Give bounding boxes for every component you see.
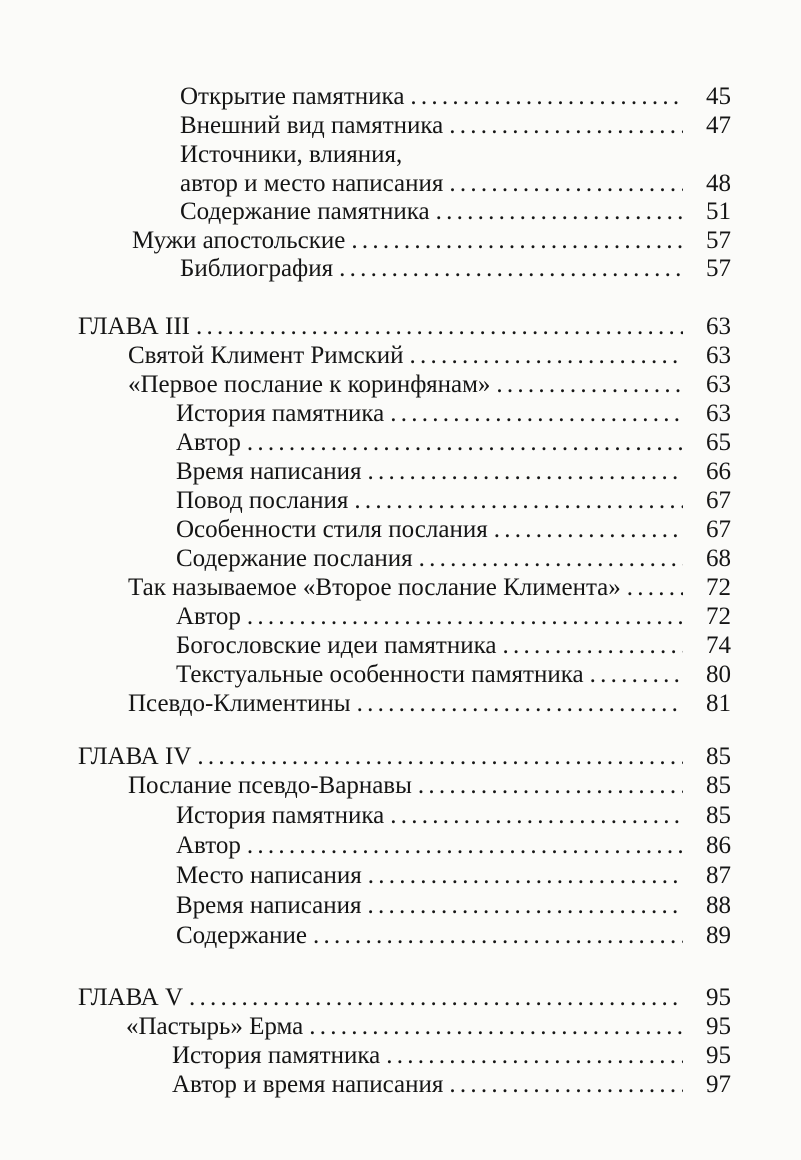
toc-entry-page: 67 [706,487,731,514]
toc-entry-label: Псевдо-Климентины [128,690,351,717]
toc-entry-page: 88 [706,892,731,919]
toc-entry-label: Текстуальные особенности памятника [176,661,584,688]
dot-leader [368,891,684,921]
dot-leader [496,370,683,400]
dot-leader [449,111,683,141]
toc-entry [128,573,731,603]
toc-entry-page: 63 [706,342,731,369]
toc-entry-label: «Первое послание к коринфянам» [128,371,491,398]
toc-entry [176,921,731,951]
toc-entry [126,1012,731,1042]
toc-entry-label: История памятника [172,1042,381,1069]
toc-entry-label: Внешний вид памятника [180,112,444,139]
toc-entry-label: Содержание послания [176,545,413,572]
toc-entry [128,689,731,719]
dot-leader [247,831,683,861]
toc-entry [176,399,731,429]
dot-leader [351,226,683,256]
dot-leader [309,1012,683,1042]
dot-leader [368,861,683,891]
chapter-heading [78,742,731,772]
toc-entry-label: Автор и время написания [172,1071,444,1098]
dot-leader [339,254,683,284]
toc-entry [180,82,731,112]
toc-entry-label: Мужи апостольские [132,227,346,254]
toc-entry-page: 87 [706,862,731,889]
toc-entry-page: 47 [706,112,731,139]
toc-entry-label: История памятника [176,400,385,427]
dot-leader [368,457,684,487]
toc-entry-page: 95 [706,1013,731,1040]
toc-entry-label: Время написания [176,458,362,485]
toc-entry-page: 85 [706,772,731,799]
dot-leader [436,197,683,227]
toc-entry-label: Время написания [176,892,362,919]
toc-entry [176,891,731,921]
toc-entry-label: История памятника [176,802,385,829]
dot-leader [247,428,683,458]
dot-leader [409,341,683,371]
toc-entry-page: 80 [706,661,731,688]
toc-entry [180,254,731,284]
toc-entry-label: ГЛАВА IV [78,743,192,770]
toc-entry-page: 65 [706,429,731,456]
toc-entry-page: 72 [706,574,731,601]
toc-entry-page: 48 [706,170,731,197]
dot-leader [502,631,683,661]
toc-entry [128,341,731,371]
toc-entry-label: Особенности стиля послания [176,516,488,543]
toc-entry-page: 74 [706,632,731,659]
toc-entry-page: 85 [706,802,731,829]
toc-entry-page: 51 [706,198,731,225]
toc-entry-page: 89 [706,922,731,949]
dot-leader [357,689,683,719]
dot-leader [390,801,683,831]
dot-leader [494,515,683,545]
toc-entry-page: 72 [706,603,731,630]
toc-entry [176,602,731,632]
toc-entry [176,515,731,545]
toc-entry-page: 63 [706,400,731,427]
toc-entry-page: 68 [706,545,731,572]
toc-entry-page: 63 [706,371,731,398]
toc-entry-page: 95 [706,984,731,1011]
toc-entry-label: ГЛАВА V [78,984,184,1011]
dot-leader [390,399,683,429]
toc-entry-label: Библиография [180,255,334,282]
toc-entry [172,1070,731,1100]
toc-entry [180,140,402,170]
dot-leader [627,573,683,603]
toc-entry-page: 63 [706,313,731,340]
dot-leader [197,742,683,772]
dot-leader [189,983,683,1013]
toc-entry-page: 57 [706,255,731,282]
toc-entry-label: Автор [176,832,241,859]
dot-leader [386,1041,683,1071]
toc-entry [128,370,731,400]
toc-entry-label: Повод послания [176,487,349,514]
toc-entry [180,111,731,141]
toc-entry-label: «Пастырь» Ерма [126,1013,304,1040]
chapter-heading [78,983,731,1013]
dot-leader [590,660,683,690]
dot-leader [410,82,683,112]
toc-entry-label: Святой Климент Римский [128,342,404,369]
toc-entry-label: Так называемое «Второе послание Климента» [128,574,621,601]
dot-leader [418,771,683,801]
toc-entry [176,544,731,574]
toc-entry-label: Автор [176,429,241,456]
toc-entry-page: 66 [706,458,731,485]
toc-entry-label: Источники, влияния, [180,141,403,168]
toc-entry-page: 85 [706,743,731,770]
toc-entry-label: Содержание памятника [180,198,430,225]
toc-entry-label: Место написания [176,862,362,889]
dot-leader [354,486,683,516]
toc-entry [176,801,731,831]
chapter-heading [78,312,731,342]
toc-entry-page: 86 [706,832,731,859]
dot-leader [449,169,683,199]
toc-entry-label: ГЛАВА III [78,313,190,340]
toc-entry-page: 81 [706,690,731,717]
toc-entry-page: 57 [706,227,731,254]
toc-entry [176,861,731,891]
toc-entry-page: 95 [706,1042,731,1069]
toc-entry-page: 97 [706,1071,731,1098]
toc-entry [172,1041,731,1071]
dot-leader [449,1070,683,1100]
toc-entry [132,226,731,256]
dot-leader [313,921,683,951]
toc-entry-label: Содержание [176,922,307,949]
toc-entry [176,831,731,861]
toc-entry [180,197,731,227]
toc-entry [176,486,731,516]
toc-entry [176,457,731,487]
dot-leader [419,544,683,574]
toc-entry [176,660,731,690]
toc-entry-label: Автор [176,603,241,630]
toc-entry-page: 45 [706,83,731,110]
dot-leader [196,312,683,342]
dot-leader [247,602,683,632]
toc-entry-page: 67 [706,516,731,543]
toc-entry-label: Послание псевдо-Варнавы [128,772,412,799]
toc-entry [128,771,731,801]
toc-entry [176,631,731,661]
toc-entry-label: Богословские идеи памятника [176,632,497,659]
toc-entry-label: автор и место написания [180,170,444,197]
toc-entry [176,428,731,458]
toc-entry-label: Открытие памятника [180,83,405,110]
toc-entry [180,169,731,199]
